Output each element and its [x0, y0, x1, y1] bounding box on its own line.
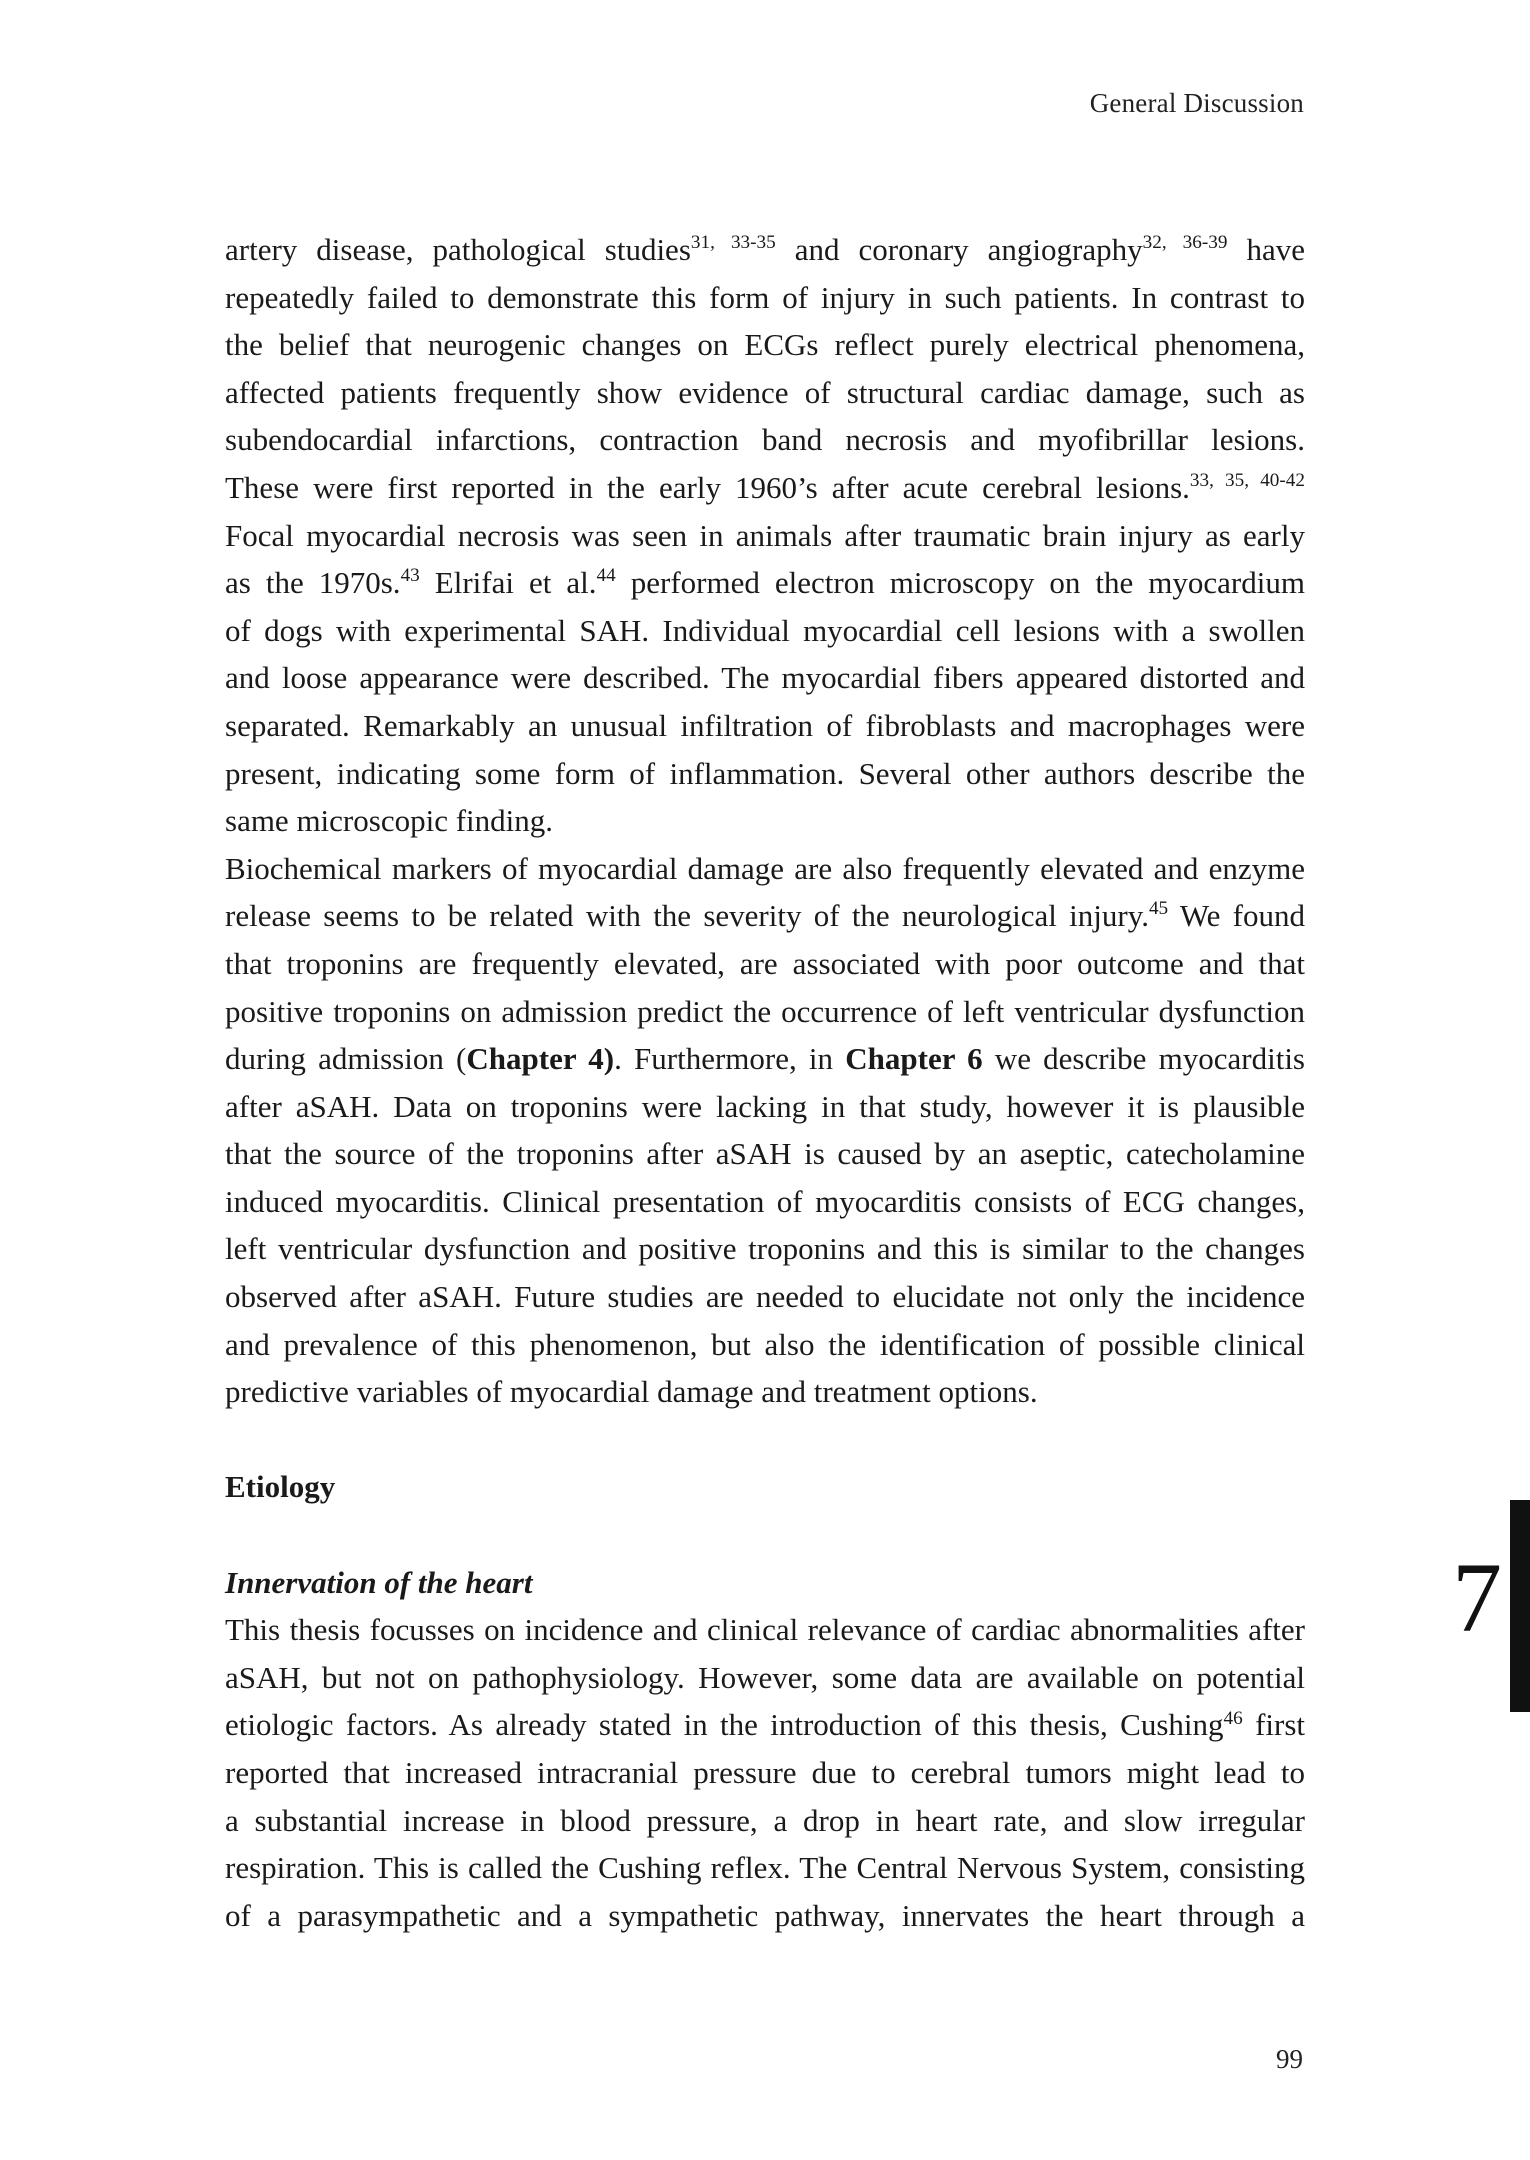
text-run: and coronary angiography	[775, 232, 1143, 267]
text-run: These were first reported in the early 1960’s after acute cerebral lesions.	[225, 469, 1190, 505]
citation-superscript: 44	[596, 565, 616, 587]
blank-line	[225, 1416, 1305, 1464]
text-line: same microscopic finding.	[225, 803, 553, 839]
text-line: after aSAH. Data on troponins were lacking in that study, however it is plausible	[225, 1088, 1305, 1124]
text-line: left ventricular dysfunction and positive troponins and this is similar to the changes	[225, 1231, 1305, 1267]
text-line: that troponins are frequently elevated, are associated with poor outcome and that	[225, 945, 1305, 981]
text-line: reported that increased intracranial pressure due to cerebral tumors might lead to	[225, 1755, 1305, 1790]
text-line: repeatedly failed to demonstrate this form of injury in such patients. In contrast to	[225, 279, 1305, 315]
blank-line	[225, 1511, 1305, 1559]
section-heading: Etiology	[225, 1469, 336, 1505]
text-run: as the 1970s.	[225, 565, 401, 601]
text-run: performed electron microscopy on the myocardium	[615, 565, 1305, 601]
text-line: positive troponins on admission predict the occurrence of left ventricular dysfunction	[225, 993, 1305, 1029]
text-line: subendocardial infarctions, contraction band necrosis and myofibrillar lesions.	[225, 422, 1305, 458]
page-number: 99	[1276, 2044, 1303, 2074]
text-line	[225, 892, 1305, 940]
citation-superscript: 33, 35, 40-42	[1189, 470, 1305, 492]
text-line: predictive variables of myocardial damage and treatment options.	[225, 1374, 1038, 1410]
text-line: and prevalence of this phenomenon, but also the identification of possible clinical	[225, 1326, 1305, 1362]
text-line: observed after aSAH. Future studies are needed to elucidate not only the incidence	[225, 1279, 1305, 1315]
text-line: present, indicating some form of inflammation. Several other authors describe the	[225, 755, 1305, 791]
text-line: of dogs with experimental SAH. Individual myocardial cell lesions with a swollen	[225, 612, 1305, 648]
text-run: have	[1227, 232, 1305, 267]
text-line: and loose appearance were described. The myocardial fibers appeared distorted and	[225, 660, 1305, 696]
text-run: first	[1242, 1707, 1306, 1743]
text-line	[225, 464, 1305, 512]
chapter-reference: Chapter 6	[845, 1041, 983, 1077]
text-line: Focal myocardial necrosis was seen in animals after traumatic brain injury as early	[225, 517, 1305, 553]
text-line: of a parasympathetic and a sympathetic pathway, innervates the heart through a	[225, 1897, 1305, 1933]
text-run: etiologic factors. As already stated in the introduction of this thesis, Cushing	[225, 1707, 1224, 1743]
text-run: artery disease, pathological studies	[225, 232, 691, 267]
text-line: separated. Remarkably an unusual infiltration of fibroblasts and macrophages were	[225, 707, 1305, 743]
paragraph-2	[225, 845, 1305, 1416]
citation-superscript: 43	[400, 565, 420, 587]
chapter-number: 7	[1452, 1542, 1502, 1653]
text-line: This thesis focusses on incidence and clinical relevance of cardiac abnormalities after	[225, 1612, 1305, 1648]
text-line: that the source of the troponins after aSAH is caused by an aseptic, catecholamine	[225, 1136, 1305, 1172]
text-line: aSAH, but not on pathophysiology. However, some data are available on potential	[225, 1659, 1305, 1695]
paragraph-1	[225, 226, 1305, 845]
text-line: a substantial increase in blood pressure, a drop in heart rate, and slow irregular	[225, 1802, 1305, 1838]
text-run: during admission (	[225, 1041, 467, 1077]
chapter-tab-marker	[1510, 1500, 1530, 1712]
text-line: the belief that neurogenic changes on ECGs reflect purely electrical phenomena,	[225, 327, 1305, 363]
text-line: affected patients frequently show evidence of structural cardiac damage, such as	[225, 374, 1305, 410]
text-run: release seems to be related with the severity of the neurological injury.	[225, 898, 1149, 934]
subsection-heading: Innervation of the heart	[225, 1564, 533, 1600]
text-line	[225, 226, 1305, 274]
citation-superscript: 45	[1148, 898, 1169, 920]
running-header: General Discussion	[1089, 88, 1304, 118]
text-run: We found	[1168, 898, 1305, 934]
citation-superscript: 32, 36-39	[1142, 232, 1228, 254]
paragraph-3	[225, 1606, 1305, 1939]
text-line	[225, 559, 1305, 607]
text-run: . Furthermore, in	[614, 1041, 846, 1077]
text-line	[225, 1701, 1305, 1749]
text-line: Biochemical markers of myocardial damage are also frequently elevated and enzyme	[225, 850, 1305, 886]
citation-superscript: 31, 33-35	[690, 232, 776, 254]
text-line: induced myocarditis. Clinical presentation of myocarditis consists of ECG changes,	[225, 1183, 1305, 1219]
body-text	[225, 226, 1305, 1939]
text-line: respiration. This is called the Cushing reflex. The Central Nervous System, consisting	[225, 1850, 1305, 1886]
text-line	[225, 1035, 1305, 1083]
text-run: we describe myocarditis	[982, 1041, 1305, 1077]
text-run: Elrifai et al.	[419, 565, 597, 601]
citation-superscript: 46	[1223, 1707, 1243, 1729]
chapter-reference: Chapter 4)	[466, 1041, 615, 1077]
